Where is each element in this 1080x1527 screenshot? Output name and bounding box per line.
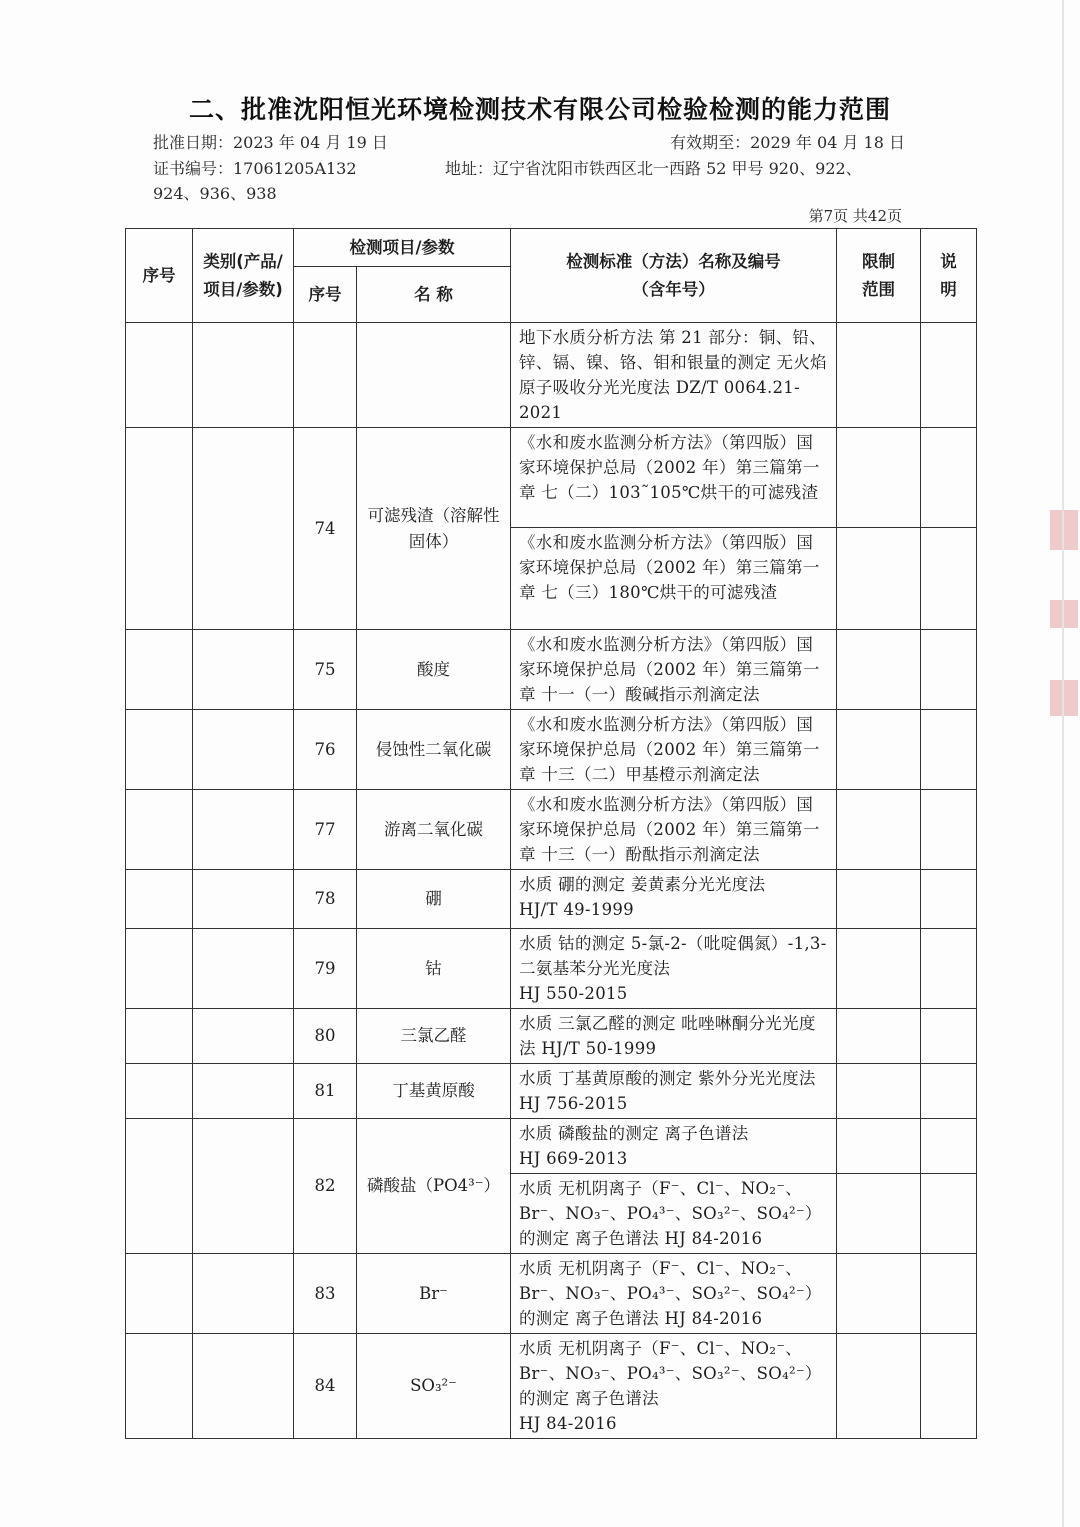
valid-until: 有效期至：2029 年 04 月 18 日 [670, 133, 905, 152]
item-seq: 83 [294, 1254, 357, 1334]
meta-line-3 [153, 181, 905, 205]
item-name: 硼 [357, 870, 511, 929]
item-seq: 78 [294, 870, 357, 929]
standard-cell: 水质 三氯乙醛的测定 吡唑啉酮分光光度法 HJ/T 50-1999 [511, 1009, 837, 1064]
item-name: 三氯乙醛 [357, 1009, 511, 1064]
table-row [126, 428, 977, 528]
approval-date: 批准日期：2023 年 04 月 19 日 [153, 133, 388, 152]
header-standard [511, 229, 837, 323]
standard-title: 水质 钴的测定 5-氯-2-（吡啶偶氮）-1,3-二氨基苯分光光度法 [519, 934, 827, 978]
item-seq: 75 [294, 630, 357, 710]
standard-cell [511, 870, 837, 929]
item-seq: 74 [294, 428, 357, 630]
item-name: 丁基黄原酸 [357, 1064, 511, 1119]
item-name: 侵蚀性二氧化碳 [357, 710, 511, 790]
cert-number: 证书编号：17061205A132 [153, 159, 357, 178]
header-item-name: 名 称 [357, 267, 511, 323]
standard-cell [511, 929, 837, 1009]
header-standard-text: 检测标准（方法）名称及编号（含年号） [566, 251, 781, 299]
meta-line-2 [153, 156, 905, 180]
standard-cell [511, 1334, 837, 1439]
standard-cell: 水质 无机阴离子（F⁻、Cl⁻、NO₂⁻、Br⁻、NO₃⁻、PO₄³⁻、SO₃²⁻、SO₄²⁻）的测定 离子色谱法 HJ 84-2016 [511, 1254, 837, 1334]
standard-title: 水质 无机阴离子（F⁻、Cl⁻、NO₂⁻、Br⁻、NO₃⁻、PO₄³⁻、SO₃²⁻、SO₄²⁻）的测定 离子色谱法 [519, 1339, 822, 1408]
header-category-text: 类别(产品/项目/参数) [203, 251, 283, 299]
item-seq: 77 [294, 790, 357, 870]
item-name: Br⁻ [357, 1254, 511, 1334]
address-continued: 924、936、938 [153, 184, 277, 203]
table-row [126, 1009, 977, 1064]
standard-cell: 《水和废水监测分析方法》（第四版）国家环境保护总局（2002 年）第三篇第一章 十一（一）酸碱指示剂滴定法 [511, 630, 837, 710]
table-row [126, 790, 977, 870]
standard-title: 水质 磷酸盐的测定 离子色谱法 [519, 1124, 749, 1143]
standard-code: HJ 669-2013 [519, 1149, 628, 1168]
table-row [126, 929, 977, 1009]
header-limit-text: 限制范围 [862, 251, 895, 299]
standard-cell: 地下水质分析方法 第 21 部分：铜、铅、锌、镉、镍、铬、钼和银量的测定 无火焰原子吸收分光光度法 DZ/T 0064.21-2021 [511, 323, 837, 428]
item-seq: 82 [294, 1119, 357, 1254]
item-seq: 79 [294, 929, 357, 1009]
table-row [126, 870, 977, 929]
table-row [126, 1254, 977, 1334]
header-category [193, 229, 294, 323]
header-note [921, 229, 977, 323]
page-number: 第7页 共42页 [808, 207, 902, 225]
header-item-seq: 序号 [294, 267, 357, 323]
header-seq: 序号 [126, 229, 193, 323]
seal-stamp-fragment [1050, 680, 1078, 716]
standard-cell: 《水和废水监测分析方法》（第四版）国家环境保护总局（2002 年）第三篇第一章 七（三）180℃烘干的可滤残渣 [511, 528, 837, 630]
header-item: 检测项目/参数 [294, 229, 511, 267]
table-row [126, 1119, 977, 1174]
table-row [126, 323, 977, 428]
header-note-text: 说明 [940, 251, 957, 299]
item-seq: 84 [294, 1334, 357, 1439]
standard-title: 水质 硼的测定 姜黄素分光光度法 [519, 875, 766, 894]
item-seq: 81 [294, 1064, 357, 1119]
standard-code: HJ 550-2015 [519, 984, 628, 1003]
standard-cell: 水质 无机阴离子（F⁻、Cl⁻、NO₂⁻、Br⁻、NO₃⁻、PO₄³⁻、SO₃²⁻、SO₄²⁻）的测定 离子色谱法 HJ 84-2016 [511, 1174, 837, 1254]
item-name: SO₃²⁻ [357, 1334, 511, 1439]
table-row [126, 630, 977, 710]
table-row [126, 1064, 977, 1119]
table-header-row [126, 229, 977, 267]
table-row [126, 710, 977, 790]
standard-cell: 《水和废水监测分析方法》（第四版）国家环境保护总局（2002 年）第三篇第一章 十三（一）酚酞指示剂滴定法 [511, 790, 837, 870]
item-name: 可滤残渣（溶解性固体） [357, 428, 511, 630]
meta-line-1 [153, 130, 905, 154]
capability-table [125, 228, 977, 1439]
item-seq: 76 [294, 710, 357, 790]
item-name: 酸度 [357, 630, 511, 710]
standard-cell: 《水和废水监测分析方法》（第四版）国家环境保护总局（2002 年）第三篇第一章 七（二）103˜105℃烘干的可滤残渣 [511, 428, 837, 528]
item-name: 游离二氧化碳 [357, 790, 511, 870]
item-name: 磷酸盐（PO4³⁻） [357, 1119, 511, 1254]
page-title: 二、批准沈阳恒光环境检测技术有限公司检验检测的能力范围 [188, 95, 891, 124]
standard-code: HJ/T 49-1999 [519, 900, 634, 919]
standard-cell [511, 1119, 837, 1174]
seal-stamp-fragment [1050, 510, 1078, 550]
standard-cell: 水质 丁基黄原酸的测定 紫外分光光度法 HJ 756-2015 [511, 1064, 837, 1119]
seal-stamp-fragment [1050, 600, 1078, 628]
address: 地址：辽宁省沈阳市铁西区北一西路 52 甲号 920、922、 [445, 159, 862, 178]
header-limit [837, 229, 921, 323]
item-name: 钴 [357, 929, 511, 1009]
standard-cell: 《水和废水监测分析方法》（第四版）国家环境保护总局（2002 年）第三篇第一章 十三（二）甲基橙示剂滴定法 [511, 710, 837, 790]
scan-edge [1062, 0, 1064, 1527]
standard-code: HJ 84-2016 [519, 1414, 617, 1433]
table-row [126, 1334, 977, 1439]
item-seq: 80 [294, 1009, 357, 1064]
